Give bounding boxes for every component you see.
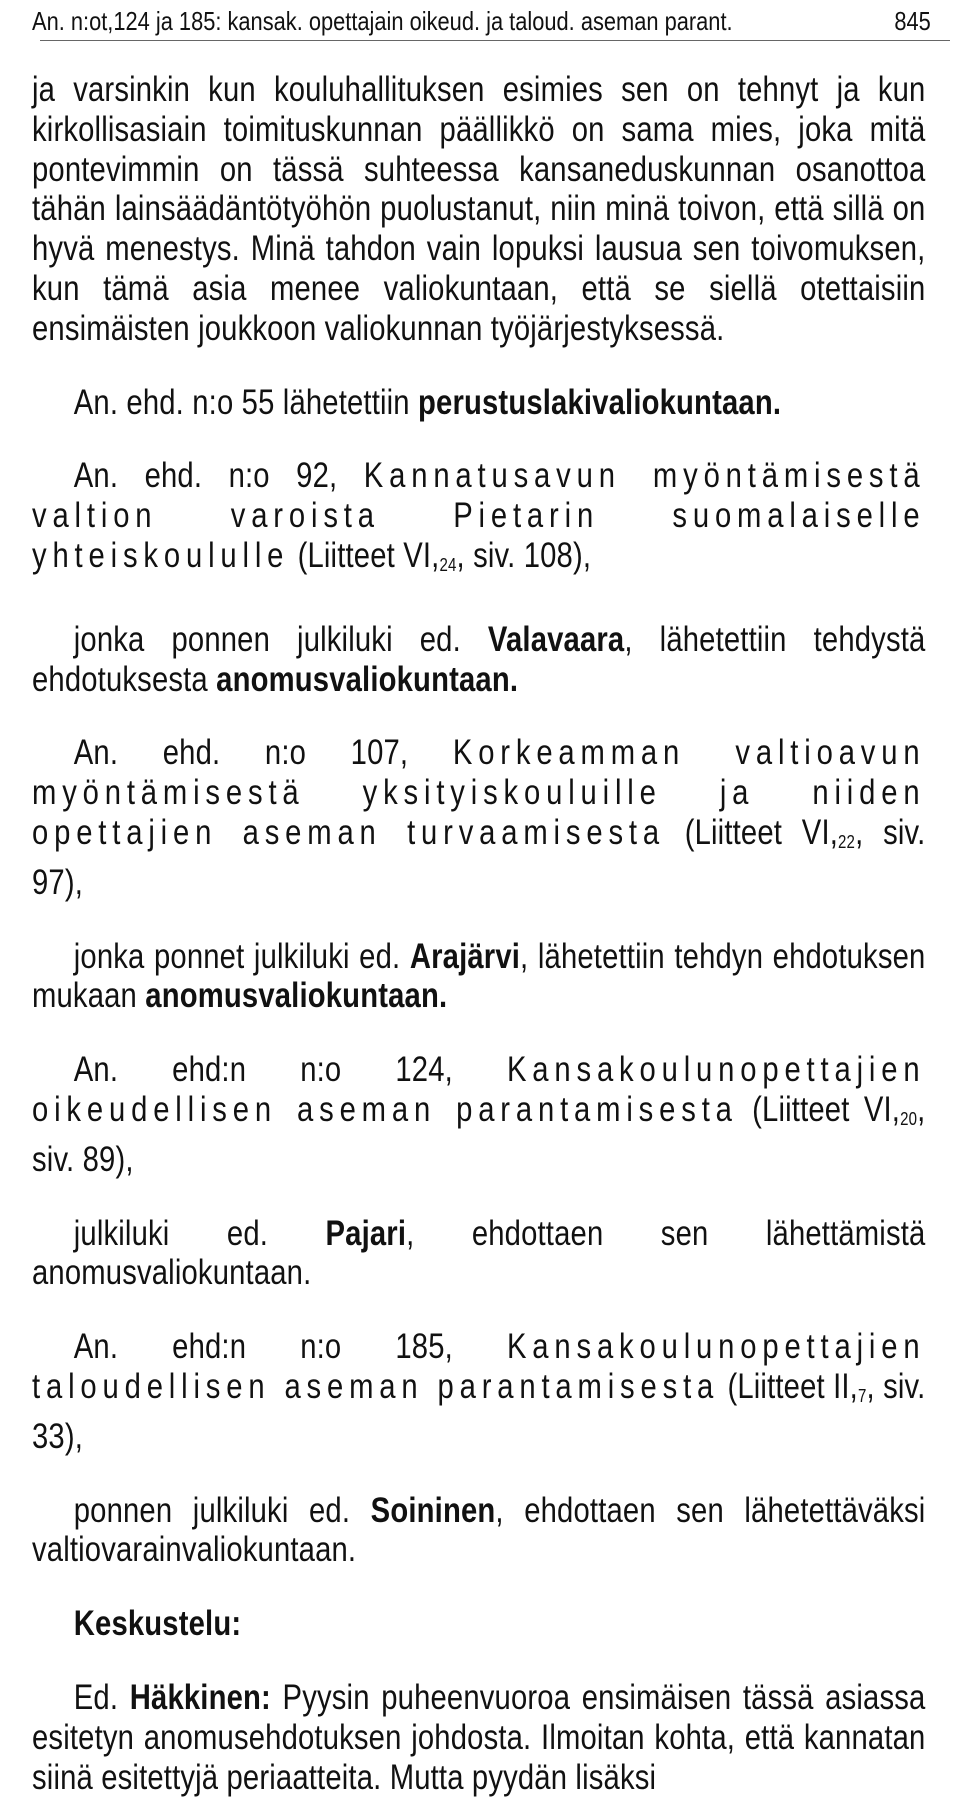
paragraph-text: An. ehd:n n:o 185, xyxy=(73,1327,507,1367)
paragraph-text: , lähetettiin tehdystä ehdotuksesta xyxy=(32,619,926,699)
paragraph-text: , siv. 33), xyxy=(32,1366,926,1456)
running-header xyxy=(32,4,931,38)
discussion-heading: Keskustelu: xyxy=(73,1604,242,1644)
appendix-number: 24 xyxy=(439,554,457,575)
paragraph-text: An. ehd. n:o 55 lähetettiin xyxy=(73,382,419,422)
paragraph-text: ja varsinkin kun kouluhallituksen esimies sen on tehnyt ja kun kirkollisasiain toimituskunnan päällikkö on sama mies, joka mitä pontevimmin on tässä suhteessa kansaneduskunnan osanottoa tähän lainsäädäntötyöhön puolustanut, niin minä toivon, että sillä on hyvä menestys. Minä tahdon vain lopuksi lausua sen toivomuksen, kun tämä asia menee valiokuntaan, että se siellä otettaisiin ensimäisten joukkoon valiokunnan työjärjestyksessä. xyxy=(32,70,926,348)
appendix-number: 20 xyxy=(900,1108,918,1129)
paragraph-text: , siv. 108), xyxy=(456,535,592,575)
paragraph-text: An. ehd:n n:o 124, xyxy=(73,1050,507,1090)
paragraph-text: An. ehd. n:o 92, xyxy=(73,456,364,496)
page-body xyxy=(32,70,925,1797)
paragraph-text: , ehdottaen sen lähetettäväksi valtiovarainvaliokuntaan. xyxy=(32,1490,926,1570)
paragraph-text: (Liitteet VI, xyxy=(289,535,440,575)
proposal-title: Kansakoulunopettajien taloudellisen aseman parantamisesta xyxy=(32,1327,926,1406)
paragraph-text: An. ehd. n:o 107, xyxy=(73,733,453,773)
section-heading xyxy=(32,1604,925,1644)
paragraph xyxy=(32,1214,925,1294)
paragraph-text: jonka ponnet julkiluki ed. xyxy=(73,936,410,976)
paragraph-text: julkiluki ed. xyxy=(73,1213,326,1253)
speaker-name: Häkkinen: xyxy=(129,1677,271,1717)
committee-name: anomusvaliokuntaan. xyxy=(145,976,448,1016)
paragraph-text: Pyysin puheenvuoroa ensimäisen tässä asiassa esitetyn anomusehdotuksen johdosta. Ilmoitan kohta, että kannatan siinä esitettyjä periaatteita. Mutta pyydän lisäksi xyxy=(32,1677,926,1797)
speaker-name: Soininen xyxy=(370,1490,496,1530)
paragraph xyxy=(32,733,925,902)
paragraph-text: ponnen julkiluki ed. xyxy=(73,1490,371,1530)
paragraph xyxy=(32,1678,925,1797)
speaker-name: Arajärvi xyxy=(409,936,521,976)
paragraph xyxy=(32,1491,925,1571)
paragraph-text: , siv. 89), xyxy=(32,1089,926,1179)
page-number: 845 xyxy=(894,6,931,36)
paragraph-text: Ed. xyxy=(73,1677,130,1717)
paragraph xyxy=(32,383,925,423)
proposal-title: Kannatusavun myöntämisestä valtion varoista Pietarin suomalaiselle yhteiskoululle xyxy=(32,456,926,575)
paragraph-text: (Liitteet VI, xyxy=(737,1089,901,1129)
appendix-number: 7 xyxy=(857,1385,867,1406)
paragraph-text: , siv. 97), xyxy=(32,812,926,902)
paragraph xyxy=(32,937,925,1017)
speaker-name: Pajari xyxy=(325,1213,407,1253)
header-title: An. n:ot,124 ja 185: kansak. opettajain oikeud. ja taloud. aseman parant. xyxy=(32,6,733,36)
paragraph-text: , ehdottaen sen lähettämistä anomusvaliokuntaan. xyxy=(32,1213,926,1293)
paragraph xyxy=(32,456,925,585)
paragraph xyxy=(32,70,925,349)
paragraph-text: jonka ponnen julkiluki ed. xyxy=(73,619,488,659)
paragraph xyxy=(32,620,925,700)
paragraph xyxy=(32,1050,925,1179)
speaker-name: Valavaara xyxy=(487,619,625,659)
committee-name: anomusvaliokuntaan. xyxy=(216,659,519,699)
paragraph-text: (Liitteet II, xyxy=(719,1366,858,1406)
paragraph-text: , lähetettiin tehdyn ehdotuksen mukaan xyxy=(32,936,926,1016)
committee-name: perustuslakivaliokuntaan. xyxy=(418,382,782,422)
appendix-number: 22 xyxy=(838,831,856,852)
header-rule xyxy=(40,40,950,41)
paragraph-text: (Liitteet VI, xyxy=(664,812,839,852)
paragraph xyxy=(32,1327,925,1456)
proposal-title: Kansakoulunopettajien oikeudellisen aseman parantamisesta xyxy=(32,1050,926,1129)
proposal-title: Korkeamman valtioavun myöntämisestä yksityiskouluille ja niiden opettajien aseman turvaamisesta xyxy=(32,733,926,852)
